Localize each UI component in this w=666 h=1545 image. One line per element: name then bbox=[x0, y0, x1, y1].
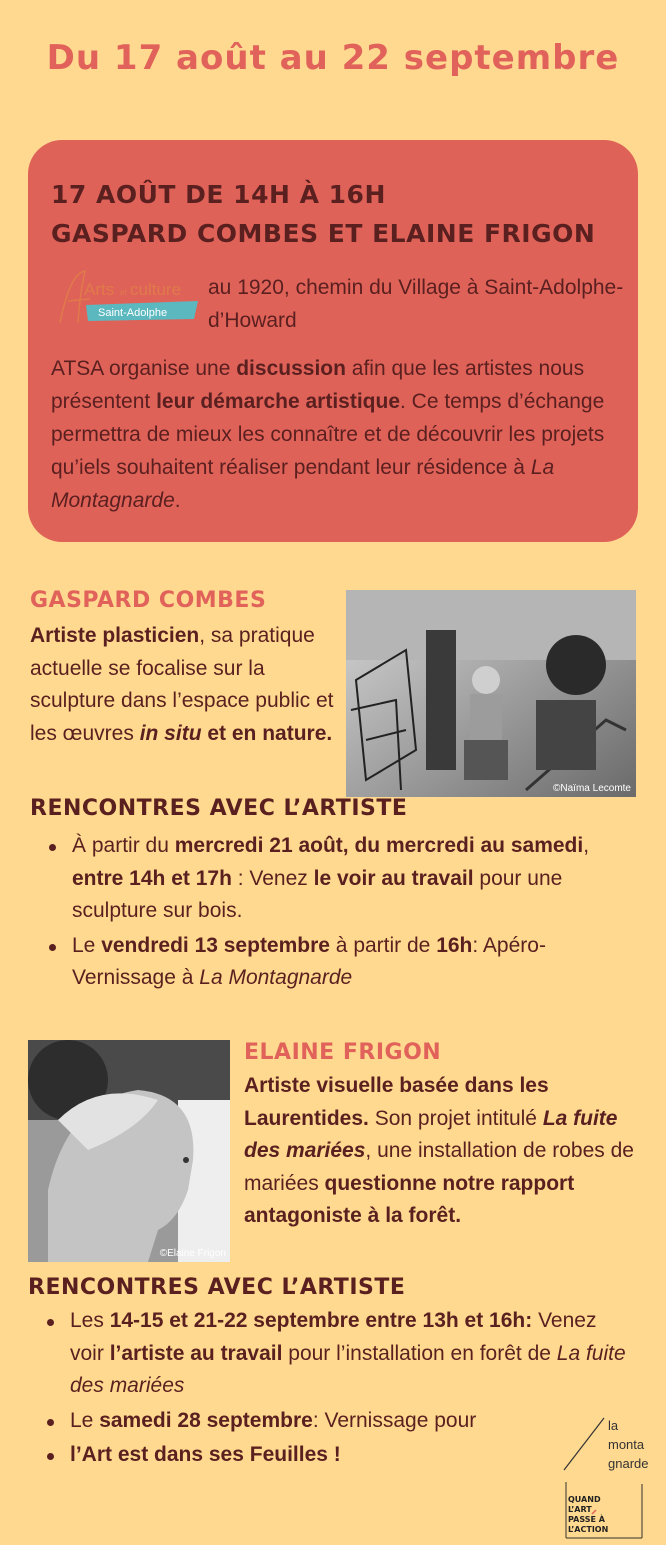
svg-text:L’ART: L’ART bbox=[568, 1505, 592, 1514]
list-item: Le samedi 28 septembre: Vernissage pour bbox=[46, 1405, 626, 1438]
elaine-photo-credit: ©Elaine Frigon bbox=[159, 1248, 226, 1259]
arts-et-culture-logo bbox=[50, 263, 200, 335]
event-card bbox=[28, 140, 638, 542]
svg-text:L’ACTION: L’ACTION bbox=[568, 1525, 609, 1534]
list-item: Le vendredi 13 septembre à partir de 16h: Apéro-Vernissage à La Montagnarde bbox=[48, 930, 638, 995]
logo-et-text: et bbox=[120, 288, 127, 297]
gaspard-photo bbox=[346, 590, 636, 797]
elaine-rencontres-heading: RENCONTRES AVEC L’ARTISTE bbox=[28, 1275, 406, 1300]
event-location: au 1920, chemin du Village à Saint-Adolphe-d’Howard bbox=[208, 276, 624, 332]
event-artists: GASPARD COMBES ET ELAINE FRIGON bbox=[51, 219, 596, 248]
svg-text:monta: monta bbox=[608, 1437, 645, 1452]
gaspard-rencontres-list bbox=[48, 830, 638, 997]
page-title: Du 17 août au 22 septembre bbox=[46, 38, 620, 78]
gaspard-rencontres-heading: RENCONTRES AVEC L’ARTISTE bbox=[30, 796, 408, 821]
svg-text:gnarde: gnarde bbox=[608, 1456, 649, 1471]
list-item: l’Art est dans ses Feuilles ! bbox=[46, 1439, 626, 1472]
event-date: 17 AOÛT DE 14H À 16H bbox=[51, 180, 386, 209]
la-montagnarde-logo bbox=[556, 1410, 666, 1545]
elaine-heading: ELAINE FRIGON bbox=[244, 1040, 442, 1065]
list-item: Les 14-15 et 21-22 septembre entre 13h et 16h: Venez voir l’artiste au travail pour l’installation en forêt de La fuite des mariées bbox=[46, 1305, 626, 1403]
logo-culture-text: culture bbox=[130, 280, 182, 299]
gaspard-heading: GASPARD COMBES bbox=[30, 588, 267, 613]
event-description: ATSA organise une discussion afin que les artistes nous présentent leur démarche artistique. Ce temps d’échange permettra de mieux les connaître et de découvrir les projets qu’iels souhaitent réaliser pendant leur résidence à La Montagnarde. bbox=[51, 357, 605, 512]
elaine-photo bbox=[28, 1040, 230, 1262]
logo-arts-text: Arts bbox=[84, 280, 115, 299]
svg-text:QUAND: QUAND bbox=[568, 1495, 601, 1504]
gaspard-photo-credit: ©Naïma Lecomte bbox=[553, 783, 631, 794]
elaine-description: Artiste visuelle basée dans les Laurentides. Son projet intitulé La fuite des mariées, une installation de robes de mariées questionne notre rapport antagoniste à la forêt. bbox=[244, 1074, 634, 1227]
gaspard-description: Artiste plasticien, sa pratique actuelle se focalise sur la sculpture dans l’espace public et les œuvres in situ et en nature. bbox=[30, 624, 334, 745]
svg-text:PASSE À: PASSE À bbox=[568, 1515, 605, 1524]
logo-place-text: Saint-Adolphe bbox=[98, 307, 168, 319]
list-item: À partir du mercredi 21 août, du mercredi au samedi, entre 14h et 17h : Venez le voir au travail pour une sculpture sur bois. bbox=[48, 830, 638, 928]
elaine-rencontres-list bbox=[46, 1305, 626, 1474]
svg-text:la: la bbox=[608, 1418, 619, 1433]
